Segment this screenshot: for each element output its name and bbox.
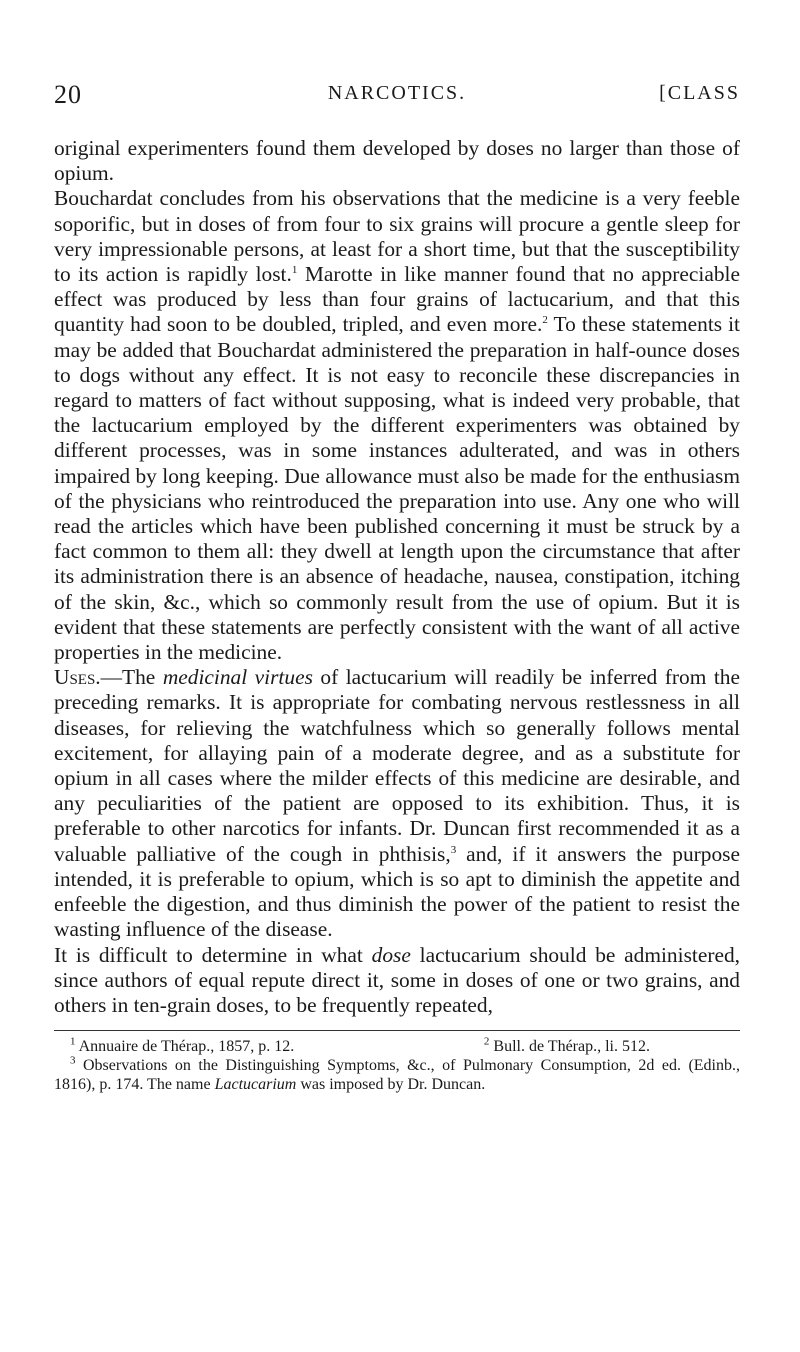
footnote-3-text-b: was imposed by Dr. Duncan. [296, 1076, 486, 1094]
running-title: NARCOTICS. [327, 82, 467, 104]
footnote-1-mark: 1 [70, 1035, 76, 1048]
paragraph [54, 665, 740, 942]
paragraph [54, 186, 740, 665]
italic-text: dose [371, 942, 411, 967]
text-segment: and, if it answers the purpose intended, it is preferable to opium, which is so apt to diminish the appetite and enfeeble the digestion, and thus diminish the power of the patient to resist the wasting influence of the disease. [54, 841, 740, 942]
text-segment: Bouchardat concludes from his observations that the medicine is a very feeble soporific, but in doses of from four to six grains will procure a gentle sleep for very impressionable persons, at least for a short time, but that the susceptibility to its action is rapidly lost. [54, 186, 740, 287]
footnote-2-mark: 2 [483, 1035, 490, 1048]
text-segment: lactucarium should be administered, since authors of equal repute direct it, some in doses of one or two grains, and others in ten-grain doses, to be frequently repeated, [54, 942, 740, 1017]
footnote-reference: 1 [291, 263, 298, 276]
text-segment: To these statements it may be added that Bouchardat administered the preparation in half-ounce doses to dogs without any effect. It is not easy to reconcile these discrepancies in regard to matters of fact without supposing, what is indeed very probable, that the lactucarium employed by the different experimenters was obtained by different processes, was in some instances adulterated, and was in others impaired by long keeping. Due allowance must also be made for the enthusiasm of the physicians who reintroduced the preparation into use. Any one who will read the articles which have been published concerning it must be struck by a fact common to them all: they dwell at length upon the circumstance that after its administration there is an absence of headache, nausea, constipation, itching of the skin, &c., which so commonly result from the use of opium. But it is evident that these statements are perfectly consistent with the want of all active properties in the medicine. [54, 312, 740, 665]
footnote-1 [54, 1037, 294, 1056]
footnote-3 [54, 1056, 740, 1094]
text-segment: original experimenters found them developed by doses no larger than those of opium. [54, 136, 740, 186]
footnote-rule [54, 1030, 740, 1031]
text-segment: of lactucarium will readily be inferred from the preceding remarks. It is appropriate for combating nervous restlessness in all diseases, for relieving the watchfulness which so generally follows mental excitement, for allaying pain of a moderate degree, and as a substitute for opium in all cases where the milder effects of this medicine are desirable, and any peculiarities of the patient are opposed to its exhibition. Thus, it is preferable to other narcotics for infants. Dr. Duncan first recommended it as a valuable palliative of the cough in phthisis, [54, 665, 740, 866]
footnotes [54, 1037, 740, 1094]
text-segment: It is difficult to determine in what [54, 942, 372, 967]
small-caps-heading: Uses. [54, 665, 101, 690]
footnote-reference: 3 [450, 843, 457, 856]
footnote-2 [484, 1037, 740, 1056]
footnote-2-text: Bull. de Thérap., li. 512. [493, 1038, 650, 1056]
italic-text: medicinal virtues [162, 665, 313, 690]
paragraph [54, 943, 740, 1019]
running-head [54, 80, 740, 114]
footnote-3-italic: Lactucarium [214, 1076, 297, 1094]
footnote-3-text-a: Observations on the Distinguishing Symptoms, &c., of Pulmonary Consumption, 2d ed. (Edinb., 1816), p. 174. The name [54, 1057, 741, 1094]
paragraph [54, 136, 740, 186]
footnote-1-text: Annuaire de Thérap., 1857, p. 12. [78, 1038, 295, 1056]
class-label: [CLASS [659, 82, 740, 104]
text-segment: —The [100, 665, 163, 690]
book-page [54, 80, 740, 1094]
page-number: 20 [54, 80, 82, 109]
footnote-reference: 2 [542, 314, 548, 327]
body-text [54, 136, 740, 1018]
footnote-row [54, 1037, 740, 1056]
text-segment: Marotte in like manner found that no appreciable effect was produced by less than four grains of lactucarium, and that this quantity had soon to be doubled, tripled, and even more. [54, 262, 740, 337]
footnote-3-mark: 3 [70, 1054, 76, 1067]
